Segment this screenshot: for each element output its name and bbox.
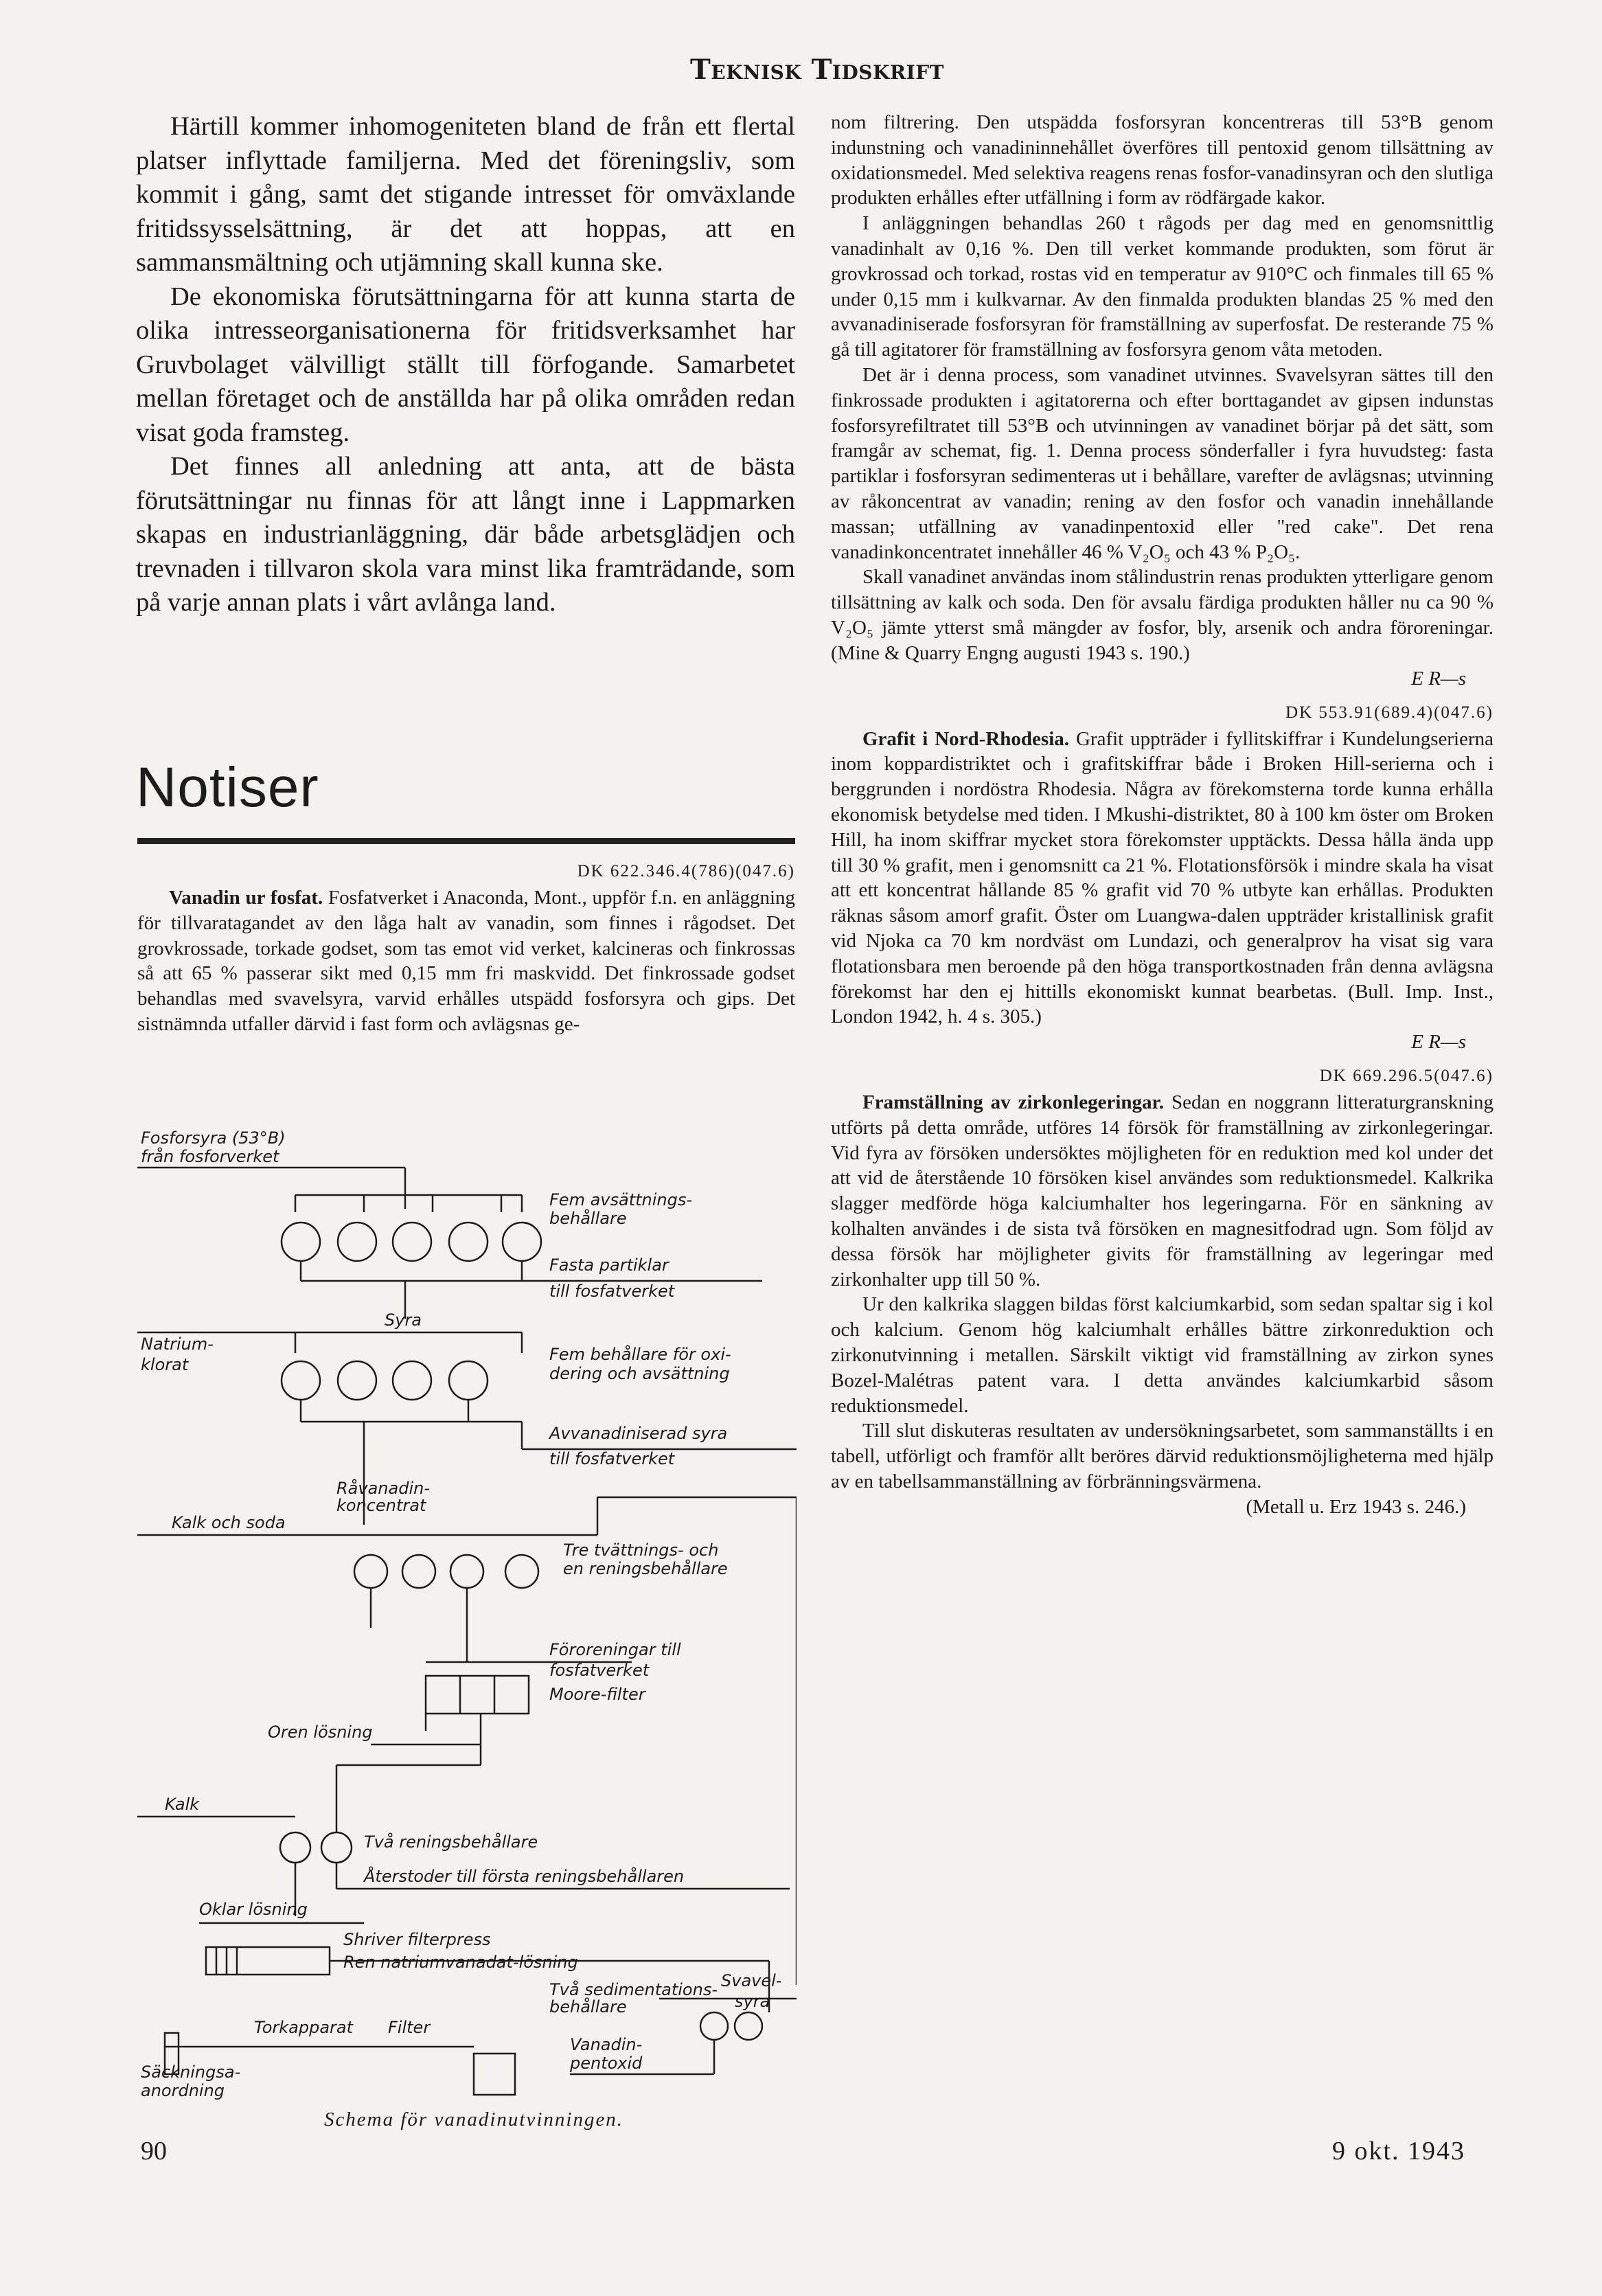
label: Fem avsättnings- [549, 1190, 693, 1209]
label: Oren lösning [268, 1723, 373, 1742]
paragraph: Till slut diskuteras resultaten av undersökningsarbetet, som sammanställts i en tabell, utförligt och framför allt beröres därvid reduktionsmöjligheterna med hjälp av en tabellsammanställning av förbränningsvärmena. [831, 1420, 1494, 1493]
label: pentoxid [570, 2054, 643, 2073]
diagram-caption: Schema för vanadinutvinningen. [323, 2109, 624, 2130]
article-ending [136, 110, 795, 620]
label: Föroreningar till [549, 1640, 681, 1659]
dk-classification: DK 669.296.5(047.6) [1319, 1067, 1494, 1086]
notice-body [831, 727, 1494, 1030]
notice-heading: Framställning av zirkonlegeringar. [862, 1091, 1164, 1114]
label: klorat [141, 1355, 189, 1374]
label: Filter [388, 2018, 431, 2037]
notice-heading: Vanadin ur fosfat. [169, 887, 323, 909]
masthead: Teknisk Tidskrift [690, 54, 944, 86]
paragraph: De ekonomiska förutsättningarna för att kunna starta de olika intresseorganisationerna för fritidsverksamhet har Gruvbolaget välvilligt ställt till förfogande. Samarbetet mellan företaget och de anställda har på olika områden redan visat goda framsteg. [136, 282, 795, 447]
section-title: Notiser [136, 756, 319, 819]
label: Avvanadiniserad syra [549, 1424, 728, 1443]
page-number: 90 [141, 2137, 167, 2166]
label: Säckningsa- [141, 2062, 241, 2082]
label: till fosfatverket [549, 1282, 675, 1301]
signature: E R—s [1411, 1031, 1466, 1054]
paragraph: Det finnes all anledning att anta, att de bästa förutsättningar nu finnas för att långt inne i Lappmarken skapas en industrianläggning, där både arbetsglädjen och trevnaden i tillvaron skola vara minst lika framträdande, som på varje annan plats i vårt avlånga land. [136, 452, 795, 617]
notice-text: Fosfatverket i Anaconda, Mont., uppför f.n. en anläggning för tillvaratagandet av den låga halt av vanadin, som finnes i rågodset. Det grovkrossade, torkade godset, som tas emot vid verket, kalcineras och finkrossas så att 65 % passerar sikt med 0,15 mm fri maskvidd. Det finkrossade godset behandlas med svavelsyra, varvid erhålles utspädd fosforsyra och gips. Det sistnämnda utfaller därvid i fast form och avlägsnas ge- [137, 887, 796, 1035]
label: till fosfatverket [549, 1449, 675, 1468]
label: Två sedimentations- [549, 1980, 718, 1999]
label: fosfatverket [549, 1661, 650, 1680]
label: Fasta partiklar [549, 1255, 669, 1275]
label: Fosforsyra (53°B) [141, 1128, 286, 1148]
label: en reningsbehållare [563, 1559, 728, 1578]
label: Moore-filter [549, 1685, 645, 1704]
label: Fem behållare för oxi- [549, 1345, 731, 1364]
label: Återstoder till första reningsbehållaren [364, 1867, 685, 1886]
label: dering och avsättning [549, 1364, 730, 1383]
dk-classification: DK 553.91(689.4)(047.6) [1285, 703, 1494, 722]
label: från fosforverket [141, 1147, 279, 1166]
paragraph: nom filtrering. Den utspädda fosforsyran koncentreras till 53°B genom indunstning och vanadininnehållet överföres till pentoxid genom tillsättning av oxidationsmedel. Med selektiva reagens renas fosfor-vanadinsyran och den slutliga produkten erhålles efter utfällning i form av rödfärgade kakor. [831, 111, 1494, 209]
right-column [831, 110, 1494, 1519]
paragraph: Ur den kalkrika slaggen bildas först kalciumkarbid, som sedan spaltar sig i kol och kalcium. Genom hög kalciumhalt erhålles bättre zirkonreduktion och zirkonutvinning i metallen. Särskilt viktigt vid framställning av zirkon synes Bozel-Malétras patent vara. I detta användes kalciumkarbid såsom reduktionsmedel. [831, 1293, 1494, 1417]
label: behållare [549, 1209, 627, 1228]
notice-body [137, 885, 795, 1037]
label: Vanadin- [570, 2035, 643, 2054]
label: Tre tvättnings- och [563, 1541, 719, 1560]
label: Kalk [165, 1795, 200, 1814]
label: Oklar lösning [199, 1900, 308, 1919]
paragraph: Härtill kommer inhomogeniteten bland de från ett flertal platser inflyttade familjerna. Med det föreningsliv, som kommit i gång, samt det stigande intresset för omväxlande fritidssysselsättning, är det att hoppas, att en sammansmältning och utjämning skall kunna ske. [136, 112, 795, 277]
paragraph: I anläggningen behandlas 260 t rågods per dag med en genomsnittlig vanadinhalt av 0,16 %. Den till verket kommande produkten, som förut är grovkrossad och torkad, rostas vid en temperatur av 910°C och finmales till 65 % under 0,15 mm i kulkvarnar. Av den finmalda produkten blandas 25 % med den avvanadiniserade fosforsyran för framställning av superfosfat. De resterande 75 % gå till agitatorer för framställning av fosforsyra genom våta metoden. [831, 212, 1494, 361]
label: Shriver filterpress [343, 1930, 491, 1949]
label: Ren natriumvanadat-lösning [343, 1953, 578, 1972]
notice-text: Grafit uppträder i fyllitskiffrar i Kundelungserierna inom koppardistriktet och i grafitskiffrar både i Broken Hill-serierna och i berggrunden i nordöstra Rhodesia. Några av förekomsterna torde kunna erhålla ekonomisk betydelse med tiden. I Mkushi-distriktet, 80 à 100 km öster om Broken Hill, ha inom skiffrar mycket stora förekomster upptäckts. Dessa hålla ända upp till 30 % grafit, men i genomsnitt ca 21 %. Flotationsförsök i mindre skala ha visat att ett koncentrat hållande 85 % grafit vid 70 % utbyte kan erhållas. Produkten räknas såsom amorf grafit. Öster om Luangwa-dalen uppträder kristallinisk grafit vid Njoka ca 70 km nordväst om Lundazi, och generalprov ha visat sig vara flotationsbara men beroende på den höga transportkostnaden från denna avlägsna förekomst har den ej hittills ekonomiskt kunnat bearbetas. (Bull. Imp. Inst., London 1942, h. 4 s. 305.) [831, 727, 1494, 1028]
label: Natrium- [141, 1334, 214, 1354]
label: Råvanadin- [336, 1479, 430, 1498]
label: anordning [141, 2081, 225, 2100]
process-schema-diagram [137, 1126, 797, 2109]
label: Två reningsbehållare [364, 1832, 538, 1852]
issue-date: 9 okt. 1943 [1332, 2137, 1466, 2166]
section-rule [137, 838, 795, 844]
label: koncentrat [336, 1496, 426, 1515]
label: Svavel- [721, 1971, 782, 1990]
notice-body [831, 1090, 1494, 1292]
notice-text: Sedan en noggrann litteraturgranskning utförts på detta område, utföres 14 försök för framställning av zirkonlegeringar. Vid fyra av försöken undersöktes möjligheten för en reduktion med kol under det att vid de återstående 10 försöken kisel användes som reduktionsmedel. Kalkrika slagger medförde höga kalciumhalter hos legeringarna. För en sänkning av kolhalten användes i de sista två försöken en magnesitfodrad ugn. Som följd av dessa försök har möjligheter givits för framställning av legeringar med zirkonhalter upp till 50 %. [831, 1091, 1494, 1291]
notice-heading: Grafit i Nord-Rhodesia. [862, 727, 1070, 750]
paragraph: Det är i denna process, som vanadinet utvinnes. Svavelsyran sättes till den finkrossade produkten i agitatorerna och efter borttagandet av gipsen indunstas fosforsyrefiltratet till 53°B och utvinningen av vanadinet börjar på det sätt, som framgår av schemat, fig. 1. Denna process sönderfaller i fyra huvudsteg: fasta partiklar i fosforsyran sedimenteras ut i behållare, varefter de avlägsnas; utvinning av råkoncentrat av vanadin; rening av den fosfor och vanadin innehållande massan; utfällning av vanadinpentoxid eller "red cake". Det rena vanadinkoncentratet innehåller 46 % V₂O₅ och 43 % P₂O₅. [831, 363, 1494, 563]
label: syra [735, 1992, 770, 2011]
paragraph: Skall vanadinet användas inom stålindustrin renas produkten ytterligare genom tillsättning av kalk och soda. Den för avsalu färdiga produkten håller nu ca 90 % V₂O₅ jämte ytterst små mängder av fosfor, bly, arsenik och andra föroreningar. (Mine & Quarry Engng augusti 1943 s. 190.) [831, 566, 1494, 664]
notice-vanadin [137, 862, 795, 1037]
label: Syra [385, 1310, 422, 1330]
signature: E R—s [1411, 667, 1466, 690]
label: behållare [549, 1997, 627, 2016]
label: Kalk och soda [172, 1513, 286, 1532]
label: Torkapparat [254, 2018, 354, 2037]
reference: (Metall u. Erz 1943 s. 246.) [1246, 1495, 1466, 1518]
dk-classification: DK 622.346.4(786)(047.6) [577, 862, 795, 880]
